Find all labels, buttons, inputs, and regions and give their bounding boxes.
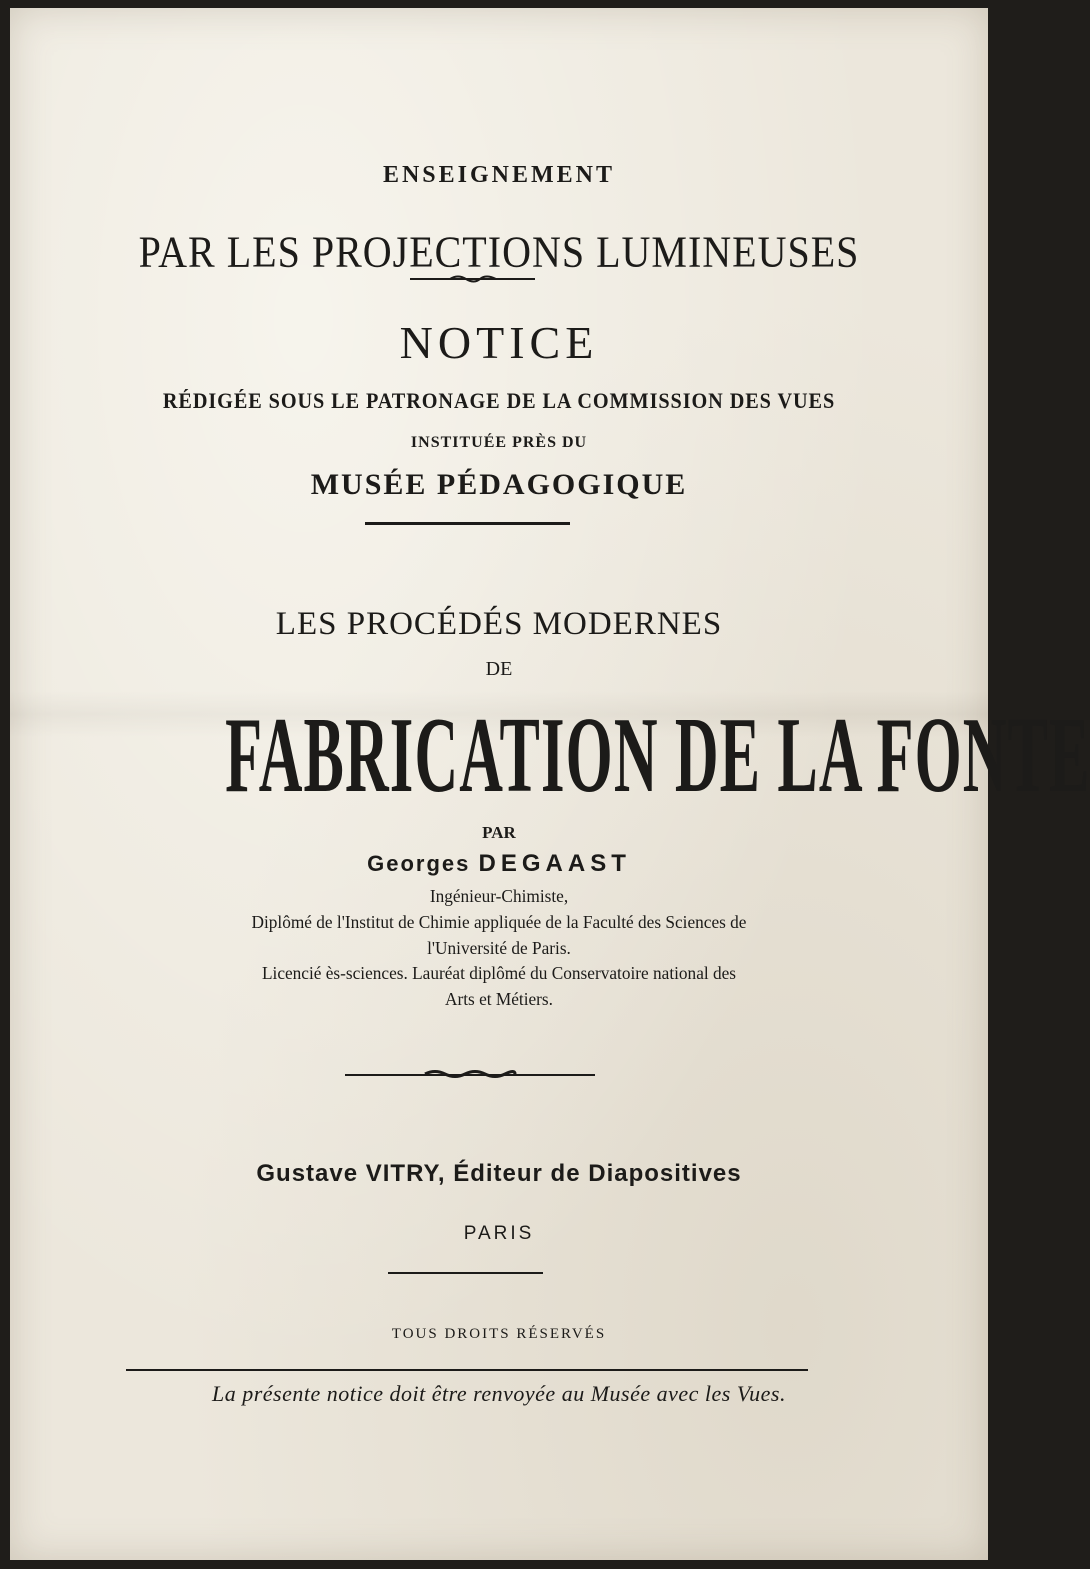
author-credential: Diplômé de l'Institut de Chimie appliquée de la Faculté des Sciences de xyxy=(251,912,747,932)
return-note: La présente notice doit être renvoyée au Musée avec les Vues. xyxy=(212,1381,786,1406)
author-first-name: Georges xyxy=(367,851,471,876)
notice-subtitle: RÉDIGÉE SOUS LE PATRONAGE DE LA COMMISSION DES VUES xyxy=(162,388,836,413)
author-credential: l'Université de Paris. xyxy=(427,938,571,958)
author-credential: Licencié ès-sciences. Lauréat diplômé du Conservatoire national des xyxy=(261,963,737,983)
ornament-top-icon xyxy=(450,274,496,284)
author-par: PAR xyxy=(482,823,516,842)
divider-note xyxy=(126,1369,808,1371)
work-title-line2: DE xyxy=(485,658,513,680)
notice-instituee: INSTITUÉE PRÈS DU xyxy=(410,434,588,451)
work-title-line1: LES PROCÉDÉS MODERNES xyxy=(275,606,723,642)
header-enseignement: ENSEIGNEMENT xyxy=(382,162,616,188)
author-surname: DEGAAST xyxy=(478,850,631,877)
work-main-title: FABRICATION DE LA FONTE xyxy=(225,696,1090,815)
rights-notice: TOUS DROITS RÉSERVÉS xyxy=(391,1326,607,1342)
header-projections: PAR LES PROJECTIONS LUMINEUSES xyxy=(138,226,860,277)
publisher-name: Gustave VITRY, Éditeur de Diapositives xyxy=(256,1160,742,1187)
divider-musee xyxy=(365,522,570,525)
divider-city xyxy=(388,1272,543,1274)
author-name xyxy=(10,850,988,878)
document-page xyxy=(10,8,1090,1560)
author-credential: Arts et Métiers. xyxy=(445,989,553,1009)
notice-title: NOTICE xyxy=(399,317,599,368)
ornament-middle-icon xyxy=(425,1069,515,1079)
author-credential: Ingénieur-Chimiste, xyxy=(429,886,569,906)
musee-title: MUSÉE PÉDAGOGIQUE xyxy=(310,468,688,501)
publisher-city: PARIS xyxy=(463,1223,535,1244)
